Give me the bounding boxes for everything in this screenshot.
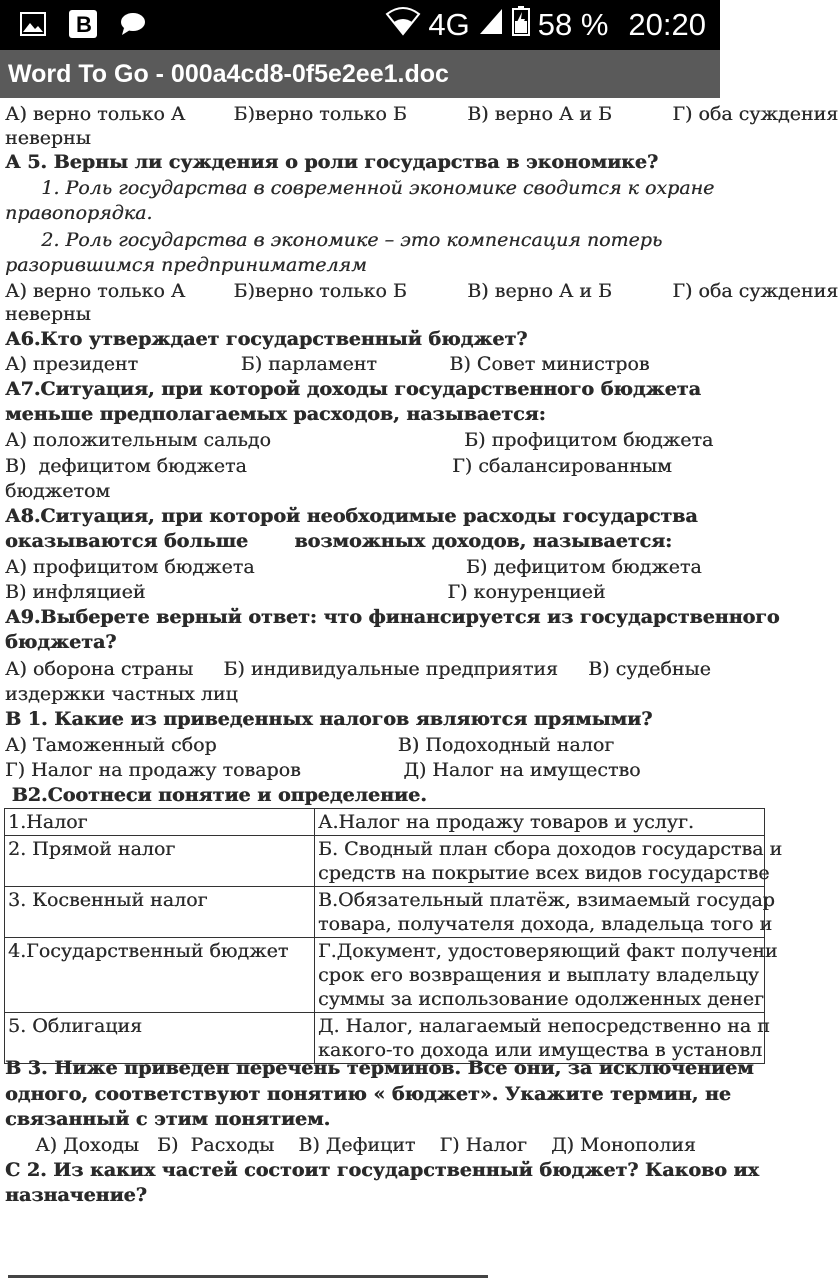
table-row <box>5 887 765 938</box>
battery-percent: 58 % <box>537 7 609 42</box>
term-cell: 1.Налог <box>5 809 315 836</box>
table-row <box>5 938 765 1013</box>
b-app-notification-icon <box>68 9 98 39</box>
definition-cell: А.Налог на продажу товаров и услуг. <box>315 809 765 836</box>
definition-cell: Б. Сводный план сбора доходов государства и средств на покрытие всех видов государстве <box>315 836 765 887</box>
doc-line: издержки частных лиц <box>5 683 238 705</box>
definition-cell: Г.Документ, удостоверяющий факт получени срок его возвращения и выплату владельцу суммы за использование одолженных денег <box>315 938 765 1013</box>
doc-line: Г) Налог на продажу товаров Д) Налог на имущество <box>5 759 641 781</box>
question-b1: В 1. Какие из приведенных налогов являются прямыми? <box>5 708 653 730</box>
question-a7: А7.Ситуация, при которой доходы государственного бюджета <box>5 378 701 400</box>
doc-line: А) верно только А Б)верно только Б В) верно А и Б Г) оба суждения <box>5 280 838 302</box>
question-b2: В2.Соотнеси понятие и определение. <box>5 784 427 806</box>
doc-line: А) положительным сальдо Б) профицитом бюджета <box>5 429 714 451</box>
svg-text:B: B <box>76 12 92 37</box>
doc-line: неверны <box>5 303 91 325</box>
doc-line: 1. Роль государства в современной экономике сводится к охране <box>5 177 715 199</box>
chat-notification-icon <box>118 9 148 39</box>
battery-icon <box>512 6 530 44</box>
doc-line: неверны <box>5 127 91 149</box>
matching-table <box>4 808 783 1064</box>
doc-line: бюджетом <box>5 480 111 502</box>
definition-cell: Д. Налог, налагаемый непосредственно на п какого-то дохода или имущества в установл <box>315 1013 765 1064</box>
doc-line: А) президент Б) парламент В) Совет министров <box>5 353 650 375</box>
wifi-icon <box>386 7 420 43</box>
doc-line: А) профицитом бюджета Б) дефицитом бюджета <box>5 556 702 578</box>
doc-line: бюджета? <box>5 631 117 653</box>
question-a8: А8.Ситуация, при которой необходимые расходы государства <box>5 505 698 527</box>
doc-line: связанный с этим понятием. <box>5 1108 331 1130</box>
doc-line: А) Таможенный сбор В) Подоходный налог <box>5 734 615 756</box>
doc-line: одного, соответствуют понятию « бюджет». Укажите термин, не <box>5 1083 731 1105</box>
question-a5: А 5. Верны ли суждения о роли государства в экономике? <box>5 151 658 173</box>
question-a6: А6.Кто утверждает государственный бюджет? <box>5 328 528 350</box>
term-cell: 4.Государственный бюджет <box>5 938 315 1013</box>
document-title: Word To Go - 000a4cd8-0f5e2ee1.doc <box>8 60 449 88</box>
horizontal-scrollbar[interactable] <box>8 1275 488 1278</box>
term-cell: 3. Косвенный налог <box>5 887 315 938</box>
clock: 20:20 <box>628 7 706 42</box>
status-bar <box>0 0 720 50</box>
doc-line: В) дефицитом бюджета Г) сбалансированным <box>5 455 672 477</box>
doc-line: 2. Роль государства в экономике – это компенсация потерь <box>5 229 663 251</box>
question-a9: А9.Выберете верный ответ: что финансируется из государственного <box>5 606 780 628</box>
doc-line: разорившимся предпринимателям <box>5 254 367 276</box>
term-cell: 2. Прямой налог <box>5 836 315 887</box>
table-row <box>5 809 765 836</box>
image-notification-icon <box>18 9 48 39</box>
definition-cell: В.Обязательный платёж, взимаемый государ товара, получателя дохода, владельца того и <box>315 887 765 938</box>
doc-line: правопорядка. <box>5 202 153 224</box>
doc-line: меньше предполагаемых расходов, называется: <box>5 403 546 425</box>
network-type: 4G <box>428 7 470 42</box>
document-view[interactable] <box>0 98 838 1280</box>
question-c2: С 2. Из каких частей состоит государственный бюджет? Каково их <box>5 1159 759 1181</box>
doc-line: В) инфляцией Г) конуренцией <box>5 581 606 603</box>
doc-line: А) оборона страны Б) индивидуальные предприятия В) судебные <box>5 658 711 680</box>
term-cell: 5. Облигация <box>5 1013 315 1064</box>
doc-line: назначение? <box>5 1184 147 1206</box>
question-b3: В 3. Ниже приведен перечень терминов. Все они, за исключением <box>5 1057 754 1079</box>
doc-line: оказываются больше возможных доходов, называется: <box>5 530 673 552</box>
doc-line: А) верно только А Б)верно только Б В) верно А и Б Г) оба суждения <box>5 103 838 125</box>
doc-line: А) Доходы Б) Расходы В) Дефицит Г) Налог Д) Монополия <box>5 1134 696 1156</box>
app-title-bar <box>0 50 720 98</box>
table-row <box>5 836 765 887</box>
signal-icon <box>478 7 504 43</box>
